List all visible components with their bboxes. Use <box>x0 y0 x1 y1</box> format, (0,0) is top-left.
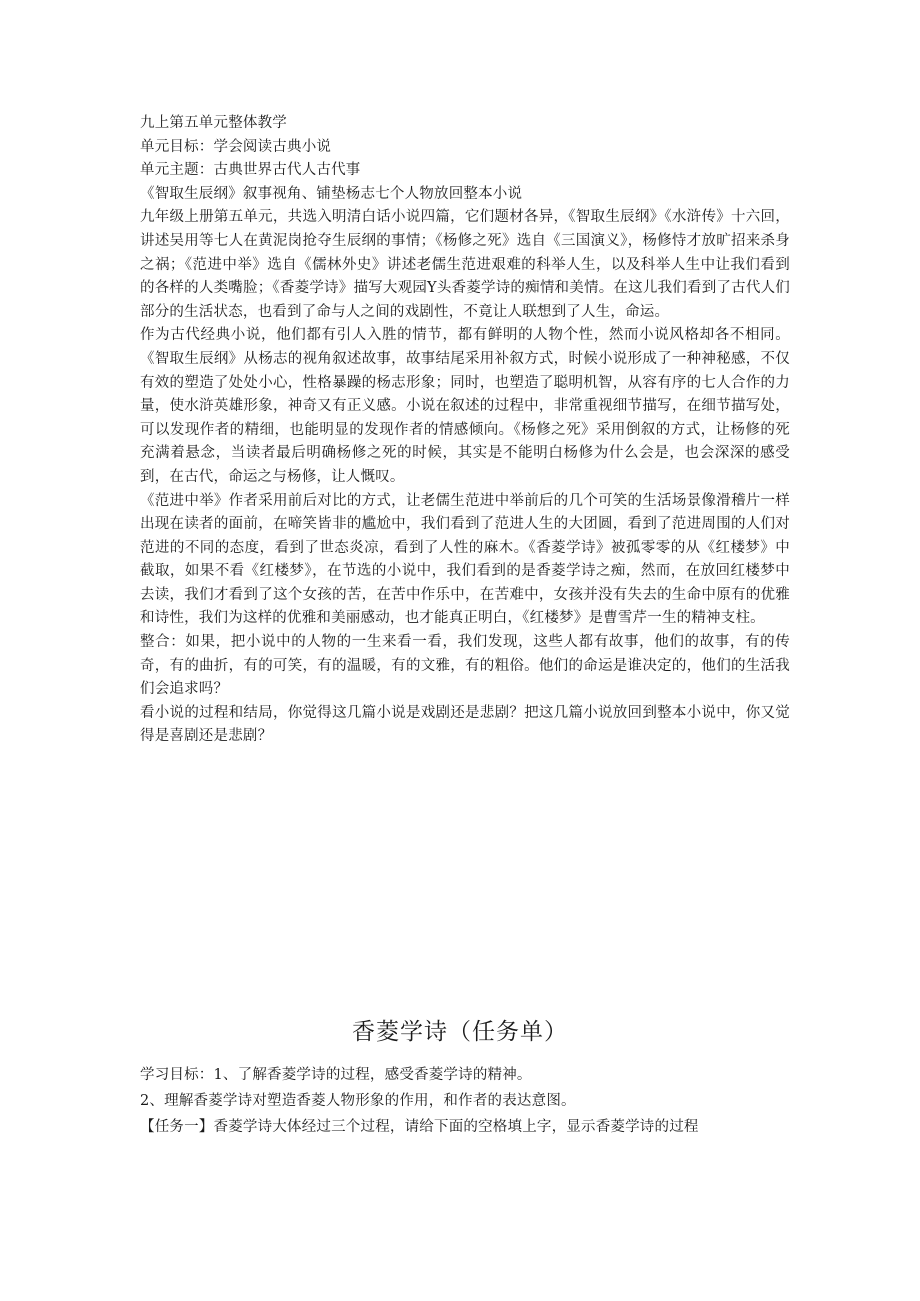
task-sheet-section <box>140 1062 790 1140</box>
unit-focus: 《智取生辰纲》叙事视角、铺垫杨志七个人物放回整本小说 <box>140 185 523 202</box>
learning-goal-2: 2、理解香菱学诗对塑造香菱人物形象的作用，和作者的表达意图。 <box>140 1093 576 1109</box>
question-paragraph: 看小说的过程和结局，你觉得这几篇小说是戏剧还是悲剧？把这几篇小说放回到整本小说中，你又觉得是喜剧还是悲剧？ <box>140 704 790 745</box>
body-paragraph: 作为古代经典小说，他们都有引人入胜的情节，都有鲜明的人物个性，然而小说风格却各不相同。《智取生辰纲》从杨志的视角叙述故事，故事结尾采用补叙方式，时候小说形成了一种神秘感，不仅有效的塑造了处处小心，性格暴躁的杨志形象；同时，也塑造了聪明机智，从容有序的七人合作的力量，使水浒英雄形象，神奇又有正义感。小说在叙述的过程中，非常重视细节描写，在细节描写处，可以发现作者的精细，也能明显的发现作者的情感倾向。《杨修之死》采用倒叙的方式，让杨修的死充满着悬念，当读者最后明确杨修之死的时候，其实是不能明白杨修为什么会是，也会深深的感受到，在古代，命运之与杨修，让人慨叹。 <box>140 327 790 485</box>
task-one: 【任务一】香菱学诗大体经过三个过程，请给下面的空格填上字，显示香菱学诗的过程 <box>140 1119 699 1135</box>
learning-goal-1: 学习目标：1、了解香菱学诗的过程，感受香菱学诗的精神。 <box>140 1067 532 1083</box>
unit-theme: 单元主题：古典世界古代人古代事 <box>140 162 361 179</box>
integration-paragraph: 整合：如果，把小说中的人物的一生来看一看，我们发现，这些人都有故事，他们的故事，有的传奇，有的曲折，有的可笑，有的温暖，有的文雅，有的粗俗。他们的命运是谁决定的，他们的生活我们会追求吗？ <box>140 634 790 698</box>
body-paragraph: 九年级上册第五单元，共选入明清白话小说四篇，它们题材各异，《智取生辰纲》《水浒传》十六回，讲述吴用等七人在黄泥岗抢夺生辰纲的事情；《杨修之死》选自《三国演义》，杨修恃才放旷招来杀身之祸；《范进中举》选自《儒林外史》讲述老儒生范进艰难的科举人生，以及科举人生中让我们看到的各样的人类嘴脸；《香菱学诗》描写大观园Y头香菱学诗的痴情和美情。在这儿我们看到了古代人们部分的生活状态，也看到了命与人之间的戏剧性，不竟让人联想到了人生，命运。 <box>140 209 790 320</box>
task-sheet-title: 香菱学诗（任务单） <box>352 1019 568 1045</box>
unit-overview-section <box>140 112 790 749</box>
unit-heading: 九上第五单元整体教学 <box>140 115 287 131</box>
body-paragraph: 《范进中举》作者采用前后对比的方式，让老儒生范进中举前后的几个可笑的生活场景像滑稽片一样出现在读者的面前，在啼笑皆非的尴尬中，我们看到了范进人生的大团圆，看到了范进周围的人们对范进的不同的态度，看到了世态炎凉，看到了人性的麻木。《香菱学诗》被孤零零的从《红楼梦》中截取，如果不看《红楼梦》，在节选的小说中，我们看到的是香菱学诗之痴，然而，在放回红楼梦中去读，我们才看到了这个女孩的苦，在苦中作乐中，在苦难中，女孩并没有失去的生命中原有的优雅和诗性，我们为这样的优雅和美丽感动，也才能真正明白，《红楼梦》是曹雪芹一生的精神支柱。 <box>140 492 790 627</box>
unit-goal: 单元目标：学会阅读古典小说 <box>140 138 332 155</box>
